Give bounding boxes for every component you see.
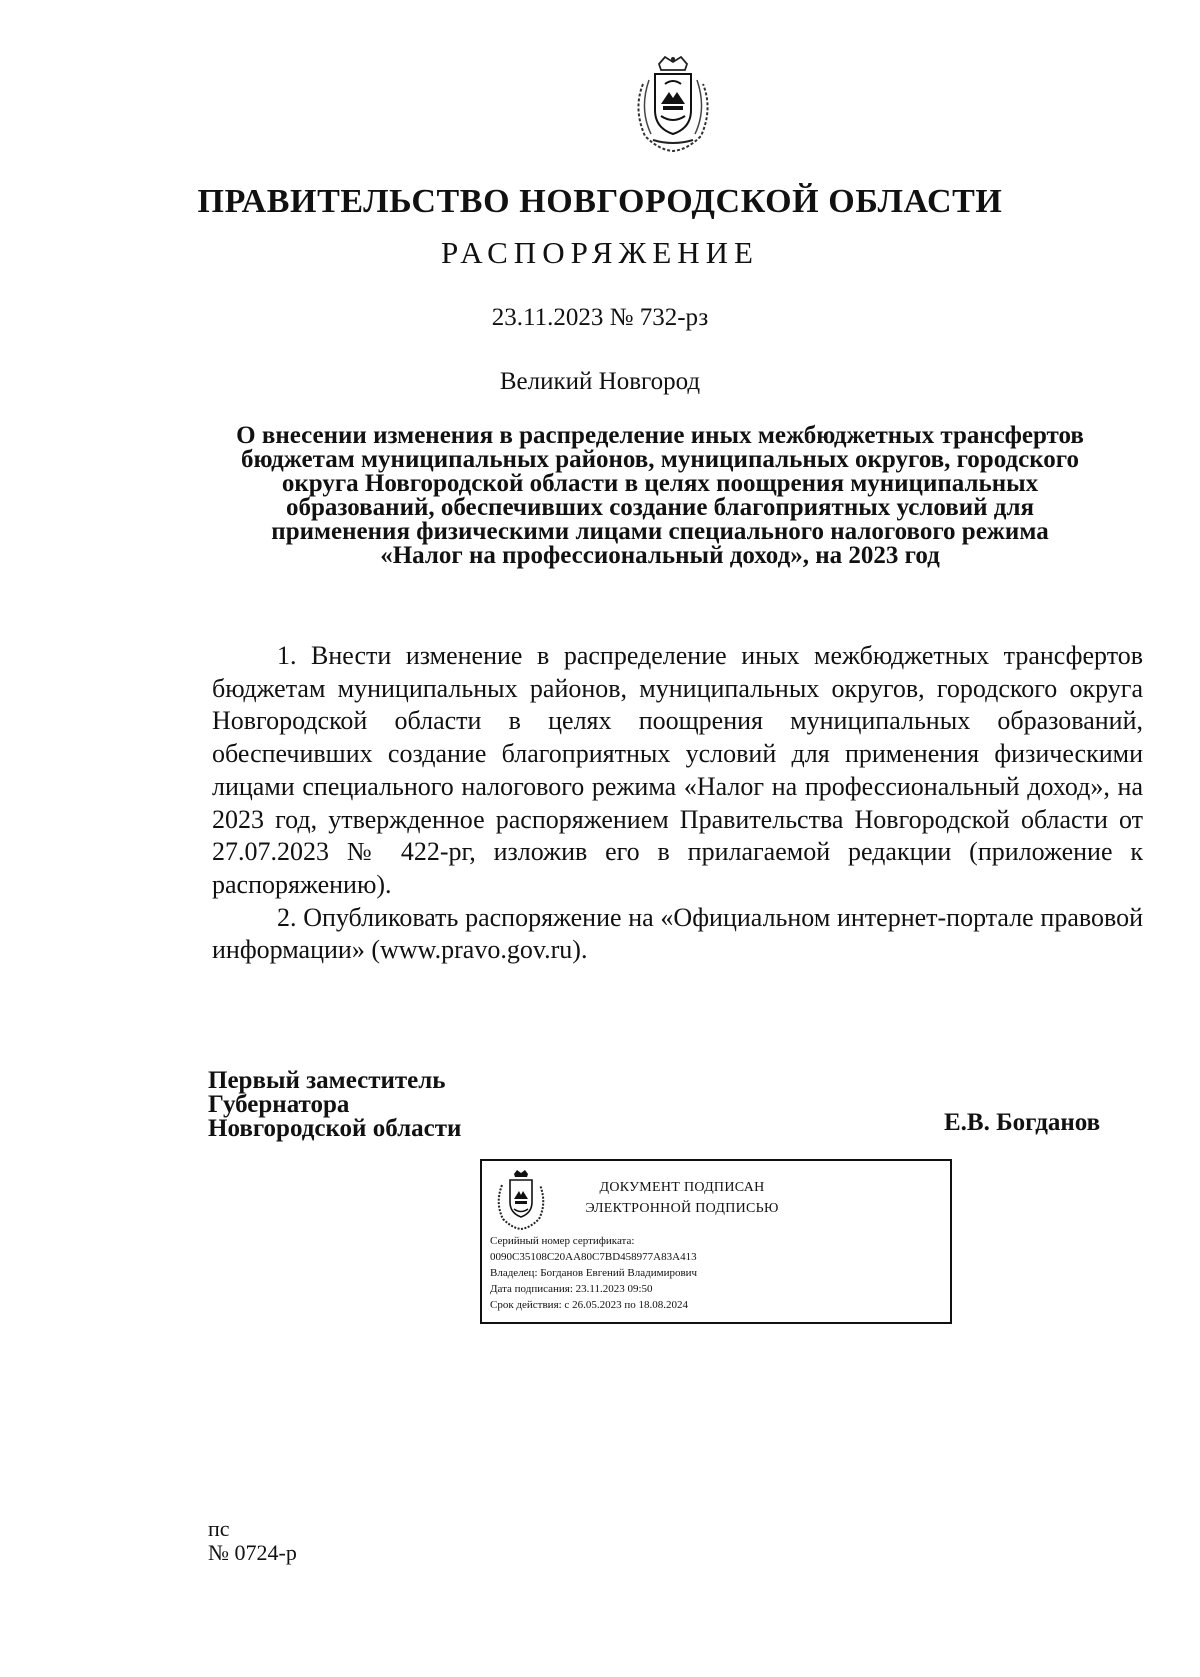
signatory-position-line: Новгородской области bbox=[208, 1115, 462, 1142]
organization-title: ПРАВИТЕЛЬСТВО НОВГОРОДСКОЙ ОБЛАСТИ bbox=[197, 183, 1003, 220]
subject-line: бюджетам муниципальных районов, муниципальных округов, городского bbox=[240, 446, 1080, 473]
footer-registration-number: № 0724-р bbox=[208, 1540, 297, 1565]
document-type: РАСПОРЯЖЕНИЕ bbox=[441, 235, 759, 270]
document-subject bbox=[180, 424, 1140, 568]
document-footer bbox=[208, 1517, 297, 1565]
coat-of-arms-emblem bbox=[625, 54, 721, 154]
footer-line: пс bbox=[208, 1516, 230, 1541]
subject-line: «Налог на профессиональный доход», на 2023 год bbox=[380, 542, 940, 569]
body-paragraph-2: 2. Опубликовать распоряжение на «Официальном интернет-портале правовой информации» (www.pravo.gov.ru). bbox=[212, 902, 1143, 965]
certificate-label: Серийный номер сертификата: bbox=[490, 1235, 635, 1247]
signatory-position-line: Губернатора bbox=[208, 1091, 350, 1118]
subject-line: применения физическими лицами специального налогового режима bbox=[271, 518, 1049, 545]
signatory-position-line: Первый заместитель bbox=[208, 1067, 446, 1094]
signing-date: Дата подписания: 23.11.2023 09:50 bbox=[490, 1283, 653, 1295]
subject-line: О внесении изменения в распределение иных межбюджетных трансфертов bbox=[236, 422, 1084, 449]
signatory-name: Е.В. Богданов bbox=[944, 1109, 1101, 1136]
certificate-owner: Владелец: Богданов Евгений Владимирович bbox=[490, 1267, 698, 1279]
signatory-position bbox=[208, 1069, 461, 1141]
document-date-number: 23.11.2023 № 732-рз bbox=[491, 304, 709, 331]
subject-line: образований, обеспечивших создание благоприятных условий для bbox=[285, 494, 1034, 521]
stamp-heading-line: ЭЛЕКТРОННОЙ ПОДПИСЬЮ bbox=[585, 1201, 779, 1216]
certificate-number: 0090C35108C20AA80C7BD458977A83A413 bbox=[490, 1251, 697, 1263]
document-city: Великий Новгород bbox=[499, 368, 701, 395]
subject-line: округа Новгородской области в целях поощрения муниципальных bbox=[281, 470, 1039, 497]
body-paragraph-1: 1. Внести изменение в распределение иных межбюджетных трансфертов бюджетам муниципальных районов, муниципальных округов, городского округа Новгородской области в целях поощрения муниципальных образований, обеспечивших создание благоприятных условий для применения физическими лицами специального налогового режима «Налог на профессиональный доход», на 2023 год, утвержденное распоряжением Правительства Новгородской области от 27.07.2023 № 422-рг, изложив его в прилагаемой редакции (приложение к распоряжению). bbox=[212, 641, 1143, 899]
stamp-emblem-icon bbox=[492, 1169, 550, 1231]
stamp-heading bbox=[560, 1177, 804, 1219]
document-body bbox=[212, 640, 1143, 967]
certificate-details bbox=[490, 1233, 697, 1313]
electronic-signature-stamp bbox=[480, 1159, 952, 1324]
stamp-heading-line: ДОКУМЕНТ ПОДПИСАН bbox=[599, 1180, 765, 1195]
certificate-validity: Срок действия: с 26.05.2023 по 18.08.2024 bbox=[490, 1299, 688, 1311]
